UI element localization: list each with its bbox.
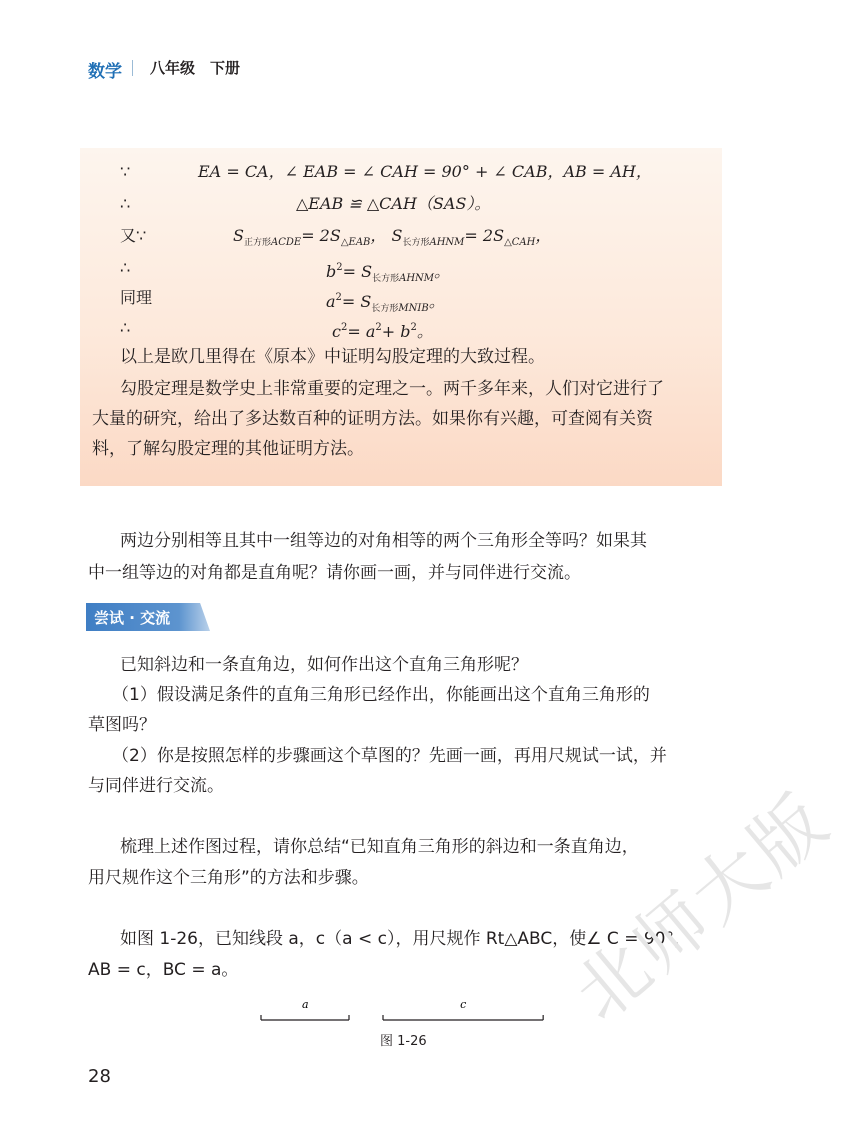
- activity-line1: 已知斜边和一条直角边，如何作出这个直角三角形呢？: [120, 655, 528, 675]
- reading-paragraph-2-line1: 勾股定理是数学史上非常重要的定理之一。两千多年来，人们对它进行了: [120, 379, 664, 399]
- exp: 2: [336, 262, 343, 273]
- end: ，: [535, 226, 552, 245]
- s2-symbol: S: [391, 226, 403, 245]
- segment-c-label: c: [460, 998, 467, 1011]
- end: 。: [434, 262, 451, 281]
- proof-line6-expr: [332, 318, 433, 342]
- sub-cn: 长方形: [372, 274, 400, 284]
- header-separator: [132, 60, 133, 76]
- eq2-sub: △CAH: [504, 237, 536, 248]
- sub: AHNM: [399, 273, 435, 284]
- segment-a: [261, 1015, 349, 1020]
- end: 。: [428, 292, 445, 311]
- summary-line1: 梳理上述作图过程，请你总结“已知直角三角形的斜边和一条直角边，: [120, 837, 639, 857]
- figure-1-26: [255, 995, 555, 1027]
- sub: MNIB: [398, 303, 429, 314]
- activity-line2: （1）假设满足条件的直角三角形已经作出，你能画出这个直角三角形的: [112, 685, 650, 705]
- s1-sub-cn: 正方形: [243, 238, 271, 248]
- eq2: = 2S: [464, 226, 505, 245]
- activity-line3: 草图吗？: [88, 715, 156, 735]
- reading-paragraph-2-line2: 大量的研究，给出了多达数百种的证明方法。如果你有兴趣，可查阅有关资: [92, 409, 653, 429]
- proof-line4-symbol: ∴: [120, 258, 131, 277]
- figure-caption: 图 1-26: [380, 1034, 427, 1049]
- proof-line1-expr: EA = CA，∠ EAB = ∠ CAH = 90° + ∠ CAB，AB = AH，: [198, 162, 652, 181]
- lhs: b: [326, 262, 337, 281]
- proof-line2-symbol: ∴: [120, 194, 131, 213]
- header-subject: 数学: [88, 62, 122, 82]
- plus: + b: [381, 322, 411, 341]
- summary-line2: 用尺规作这个三角形”的方法和步骤。: [88, 868, 369, 888]
- rhs: = S: [341, 292, 372, 311]
- proof-line5-expr: [326, 288, 445, 319]
- proof-line6-symbol: ∴: [120, 318, 131, 337]
- sub-cn: 长方形: [371, 304, 399, 314]
- mid: = a: [347, 322, 376, 341]
- rhs: = S: [342, 262, 373, 281]
- proof-line2-expr: △EAB ≌ △CAH（SAS）。: [296, 194, 491, 213]
- reading-paragraph-1: 以上是欧几里得在《原本》中证明勾股定理的大致过程。: [120, 347, 545, 367]
- e1: 2: [340, 322, 348, 333]
- section-badge: [86, 603, 210, 631]
- segment-c: [383, 1015, 543, 1020]
- proof-line4-expr: [326, 258, 450, 289]
- badge-label: 尝试 · 交流: [94, 609, 171, 627]
- watermark: 北师大版: [558, 776, 846, 1037]
- proof-line1-symbol: ∵: [120, 162, 131, 181]
- proof-line5-symbol: 同理: [120, 288, 153, 307]
- header-grade: 八年级 下册: [150, 59, 241, 77]
- activity-line5: 与同伴进行交流。: [88, 776, 224, 796]
- eq1: = 2S: [301, 226, 341, 245]
- sep: ，: [370, 226, 387, 245]
- s2-sub: AHNM: [429, 237, 465, 248]
- segment-a-label: a: [302, 998, 309, 1011]
- e3: 2: [410, 322, 417, 333]
- activity-line4: （2）你是按照怎样的步骤画这个草图的？先画一画，再用尺规试一试，并: [112, 746, 667, 766]
- eq1-sub: △EAB: [340, 237, 371, 248]
- lhs: a: [326, 292, 336, 311]
- example-line2: AB = c，BC = a。: [88, 960, 239, 980]
- exp: 2: [335, 292, 342, 303]
- s1-symbol: S: [233, 226, 244, 245]
- reading-paragraph-2-line3: 料，了解勾股定理的其他证明方法。: [92, 439, 364, 459]
- page-number: 28: [88, 1066, 111, 1087]
- proof-line3-symbol: 又∵: [120, 226, 147, 245]
- question-line2: 中一组等边的对角都是直角呢？请你画一画，并与同伴进行交流。: [88, 563, 581, 583]
- proof-line3-expr: [233, 226, 551, 253]
- end: 。: [416, 322, 433, 341]
- c: c: [332, 322, 341, 341]
- e2: 2: [375, 322, 382, 333]
- s1-sub: ACDE: [270, 237, 302, 248]
- example-line1: 如图 1-26，已知线段 a，c（a < c），用尺规作 Rt△ABC，使∠ C = 90°，: [120, 929, 691, 949]
- s2-sub-cn: 长方形: [402, 238, 430, 248]
- question-line1: 两边分别相等且其中一组等边的对角相等的两个三角形全等吗？如果其: [120, 531, 647, 551]
